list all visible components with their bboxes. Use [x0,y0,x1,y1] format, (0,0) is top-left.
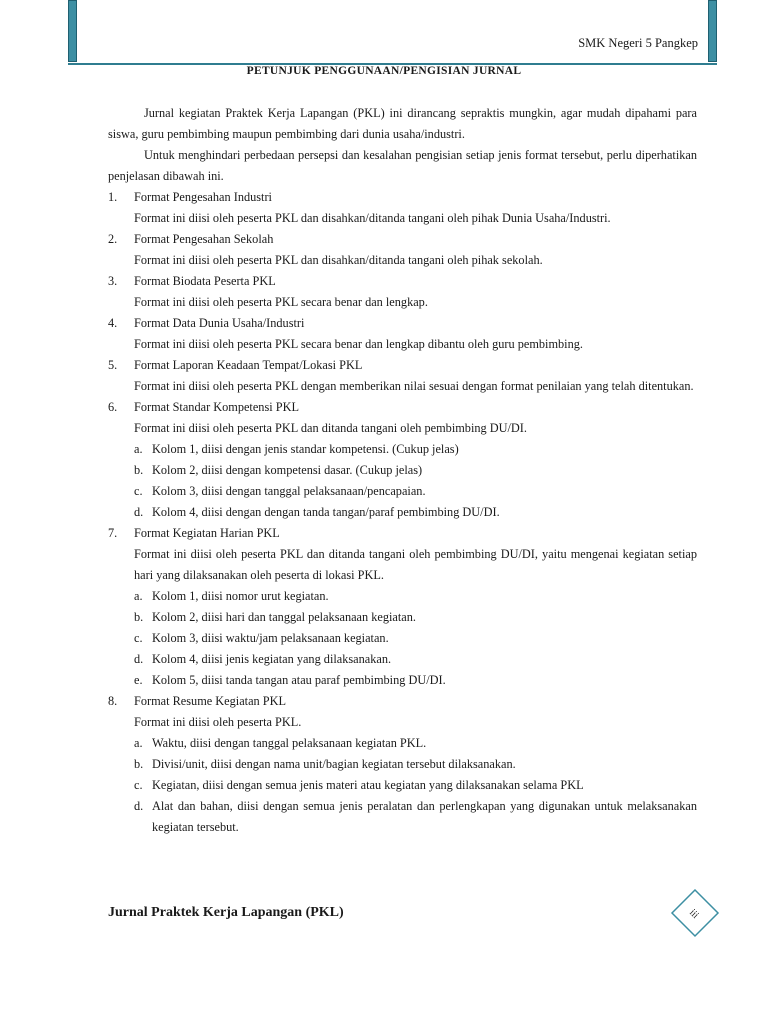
page-title: PETUNJUK PENGGUNAAN/PENGISIAN JURNAL [246,65,522,77]
sub-item-text: Kolom 3, diisi dengan tanggal pelaksanaan/pencapaian. [152,484,426,498]
sub-item-text: Kolom 5, diisi tanda tangan atau paraf pembimbing DU/DI. [152,673,446,687]
sub-item [134,607,697,628]
item-title: Format Standar Kompetensi PKL [134,400,299,414]
header-left-bar [68,0,77,62]
sub-item-text: Kegiatan, diisi dengan semua jenis materi atau kegiatan yang dilaksanakan selama PKL [152,778,584,792]
sub-item-letter: e. [134,673,143,687]
sub-item-text: Divisi/unit, diisi dengan nama unit/bagian kegiatan tersebut dilaksanakan. [152,757,516,771]
sub-item-letter: d. [134,799,144,813]
format-list [108,187,697,838]
footer-title: Jurnal Praktek Kerja Lapangan (PKL) [108,905,344,920]
sub-item [134,754,697,775]
format-item [108,229,697,271]
sub-item [134,439,697,460]
sub-item [134,502,697,523]
sub-item [134,670,697,691]
item-number: 5. [108,358,118,372]
sub-item-letter: d. [134,652,144,666]
item-description: Format ini diisi oleh peserta PKL dan ditanda tangani oleh pembimbing DU/DI. [134,421,527,435]
sub-item-letter: a. [134,442,143,456]
sub-item-letter: c. [134,778,143,792]
sub-item-text: Kolom 1, diisi nomor urut kegiatan. [152,589,329,603]
format-item [108,187,697,229]
item-title: Format Pengesahan Industri [134,190,272,204]
sub-item-text: Kolom 3, diisi waktu/jam pelaksanaan kegiatan. [152,631,389,645]
item-title: Format Resume Kegiatan PKL [134,694,286,708]
item-number: 3. [108,274,118,288]
intro-paragraph-1: Jurnal kegiatan Praktek Kerja Lapangan (PKL) ini dirancang sepraktis mungkin, agar mudah dipahami para siswa, guru pembimbing maupun pembimbing dari dunia usaha/industri. [108,106,697,141]
sub-item-text: Kolom 4, diisi dengan dengan tanda tangan/paraf pembimbing DU/DI. [152,505,500,519]
item-description: Format ini diisi oleh peserta PKL secara benar dan lengkap dibantu oleh guru pembimbing. [134,337,583,351]
sub-item [134,775,697,796]
sub-item [134,586,697,607]
item-title: Format Kegiatan Harian PKL [134,526,280,540]
format-item [108,355,697,397]
sub-item [134,481,697,502]
sub-item-text: Kolom 1, diisi dengan jenis standar kompetensi. (Cukup jelas) [152,442,459,456]
format-item [108,271,697,313]
sub-item-letter: c. [134,484,143,498]
sub-item-letter: b. [134,463,144,477]
school-name: SMK Negeri 5 Pangkep [578,36,698,50]
sub-item [134,649,697,670]
format-item [108,691,697,838]
sub-item [134,628,697,649]
item-number: 1. [108,190,118,204]
sub-item [134,796,697,838]
item-number: 4. [108,316,118,330]
item-description: Format ini diisi oleh peserta PKL dan disahkan/ditanda tangani oleh pihak Dunia Usaha/Industri. [134,211,611,225]
sub-item-letter: d. [134,505,144,519]
item-title: Format Laporan Keadaan Tempat/Lokasi PKL [134,358,363,372]
sub-item [134,733,697,754]
sub-item-text: Kolom 2, diisi hari dan tanggal pelaksanaan kegiatan. [152,610,416,624]
sub-item-letter: c. [134,631,143,645]
format-item [108,523,697,691]
page-number: iii [687,907,701,921]
sub-item-letter: a. [134,589,143,603]
intro-paragraph-2: Untuk menghindari perbedaan persepsi dan kesalahan pengisian setiap jenis format tersebut, perlu diperhatikan penjelasan dibawah ini. [108,148,697,183]
page-corner-icon [670,888,720,938]
document-body [108,103,697,838]
item-title: Format Biodata Peserta PKL [134,274,276,288]
sub-item-text: Kolom 4, diisi jenis kegiatan yang dilaksanakan. [152,652,392,666]
page-number-corner [670,888,720,938]
item-number: 6. [108,400,118,414]
sub-item-text: Waktu, diisi dengan tanggal pelaksanaan kegiatan PKL. [152,736,427,750]
item-number: 2. [108,232,118,246]
item-title: Format Pengesahan Sekolah [134,232,274,246]
item-number: 7. [108,526,118,540]
format-item [108,313,697,355]
item-description: Format ini diisi oleh peserta PKL. [134,715,302,729]
sub-item [134,460,697,481]
item-description: Format ini diisi oleh peserta PKL secara benar dan lengkap. [134,295,428,309]
item-title: Format Data Dunia Usaha/Industri [134,316,305,330]
header-right-bar [708,0,717,62]
sub-item-text: Alat dan bahan, diisi dengan semua jenis peralatan dan perlengkapan yang digunakan untuk melaksanakan kegiatan tersebut. [152,799,697,834]
sub-item-letter: a. [134,736,143,750]
item-description: Format ini diisi oleh peserta PKL dengan memberikan nilai sesuai dengan format penilaian yang telah ditentukan. [134,379,694,393]
sub-item-text: Kolom 2, diisi dengan kompetensi dasar. (Cukup jelas) [152,463,423,477]
item-description: Format ini diisi oleh peserta PKL dan disahkan/ditanda tangani oleh pihak sekolah. [134,253,543,267]
item-number: 8. [108,694,118,708]
format-item [108,397,697,523]
sub-item-letter: b. [134,610,144,624]
sub-item-letter: b. [134,757,144,771]
item-description: Format ini diisi oleh peserta PKL dan ditanda tangani oleh pembimbing DU/DI, yaitu mengenai kegiatan setiap hari yang dilaksanakan oleh peserta di lokasi PKL. [134,547,697,582]
